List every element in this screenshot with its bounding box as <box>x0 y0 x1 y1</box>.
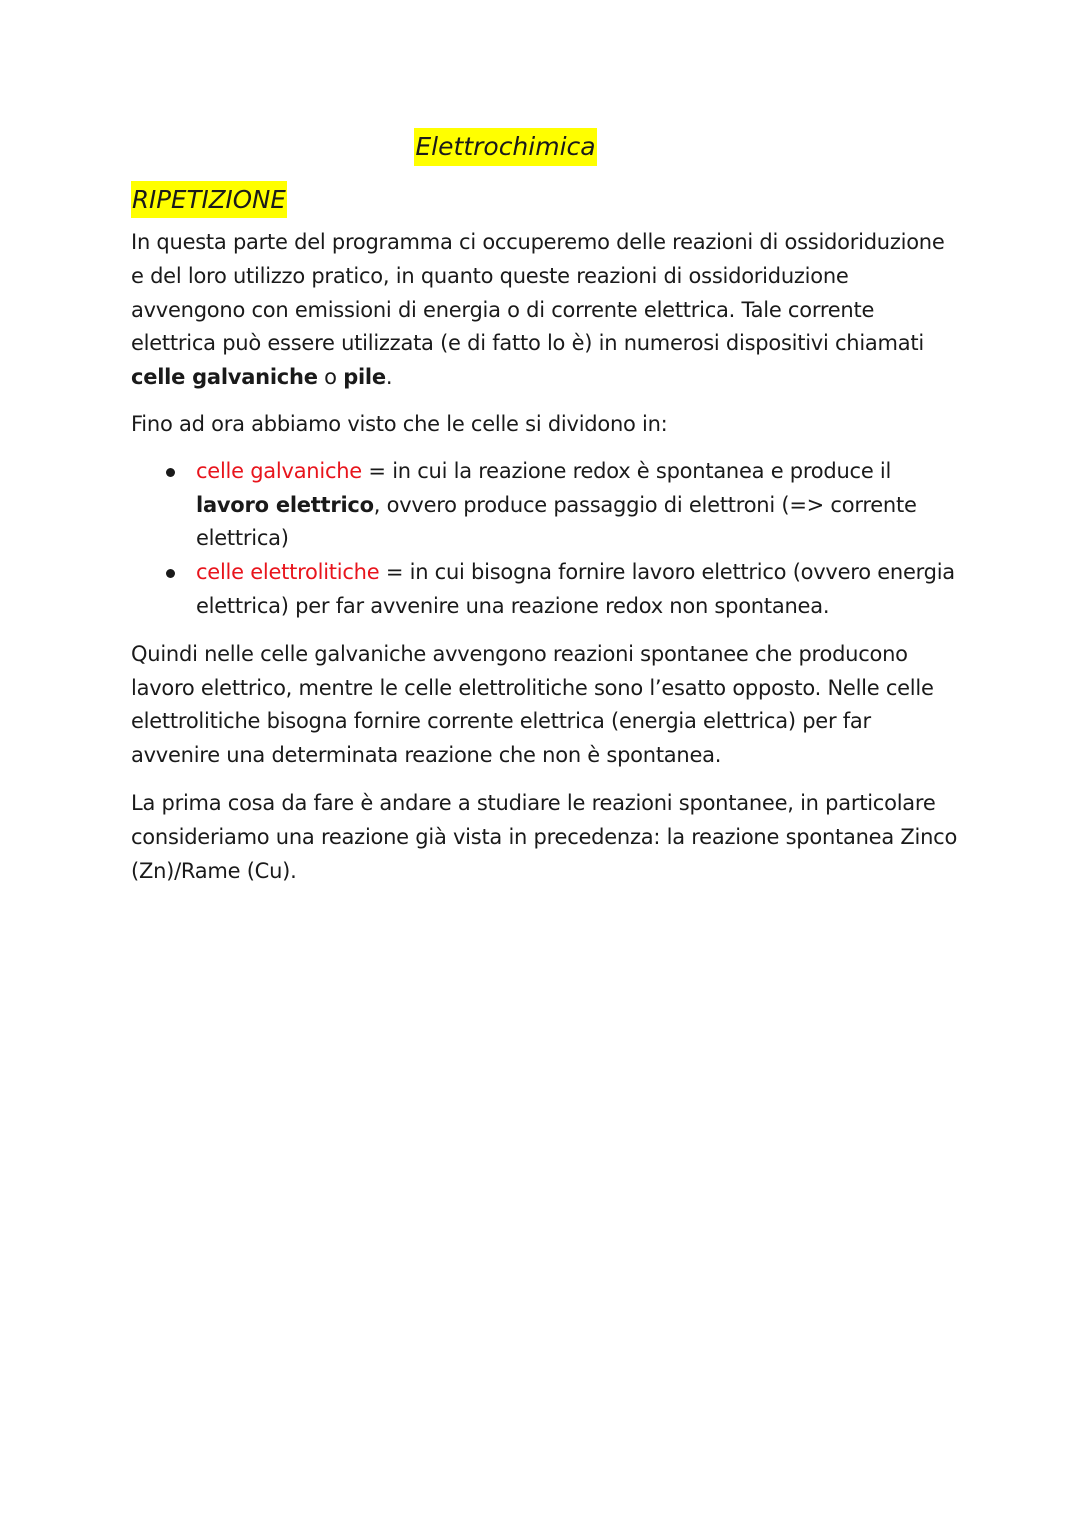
paragraph-intro <box>131 226 961 395</box>
paragraph-intro-end: . <box>385 365 393 390</box>
bullet-dot-icon <box>166 468 175 477</box>
cell-types-list <box>131 455 961 624</box>
bullet-dot-icon <box>166 569 175 578</box>
section-heading <box>131 181 961 221</box>
bold-term-celle-galvaniche: celle galvaniche <box>131 365 318 390</box>
list-item-text: = in cui bisogna fornire lavoro elettrico (ovvero energia elettrica) per far avvenire una reazione redox non spontanea. <box>196 560 955 618</box>
paragraph-next-step: La prima cosa da fare è andare a studiare le reazioni spontanee, in particolare consideriamo una reazione già vista in precedenza: la reazione spontanea Zinco (Zn)/Rame (Cu). <box>131 790 958 883</box>
paragraph-cell-types: Fino ad ora abbiamo visto che le celle si dividono in: <box>131 411 668 436</box>
page-title: Elettrochimica <box>414 128 596 166</box>
connector-text: o <box>324 365 337 390</box>
paragraph-comparison: Quindi nelle celle galvaniche avvengono reazioni spontanee che producono lavoro elettrico, mentre le celle elettrolitiche sono l’esatto opposto. Nelle celle elettrolitiche bisogna fornire corrente elettrica (energia elettrica) per far avvenire una determinata reazione che non è spontanea. <box>131 641 934 768</box>
list-item-text: = in cui la reazione redox è spontanea e produce il <box>368 458 892 483</box>
list-item-text-continued: , ovvero produce passaggio di elettroni (=> corrente elettrica) <box>196 492 917 551</box>
document-body <box>131 128 961 888</box>
title-row <box>131 128 880 170</box>
term-celle-elettrolitiche: celle elettrolitiche <box>196 560 380 585</box>
list-item <box>196 455 961 556</box>
section-label: RIPETIZIONE <box>131 181 287 218</box>
bold-term-pile: pile <box>343 365 386 390</box>
list-item <box>196 556 961 624</box>
paragraph-intro-text: In questa parte del programma ci occuperemo delle reazioni di ossidoriduzione e del loro utilizzo pratico, in quanto queste reazioni di ossidoriduzione avvengono con emissioni di energia o di corrente elettrica. Tale corrente elettrica può essere utilizzata (e di fatto lo è) in numerosi dispositivi chiamati <box>131 230 945 356</box>
term-celle-galvaniche: celle galvaniche <box>196 458 362 483</box>
bold-term-lavoro-elettrico: lavoro elettrico <box>196 492 374 517</box>
